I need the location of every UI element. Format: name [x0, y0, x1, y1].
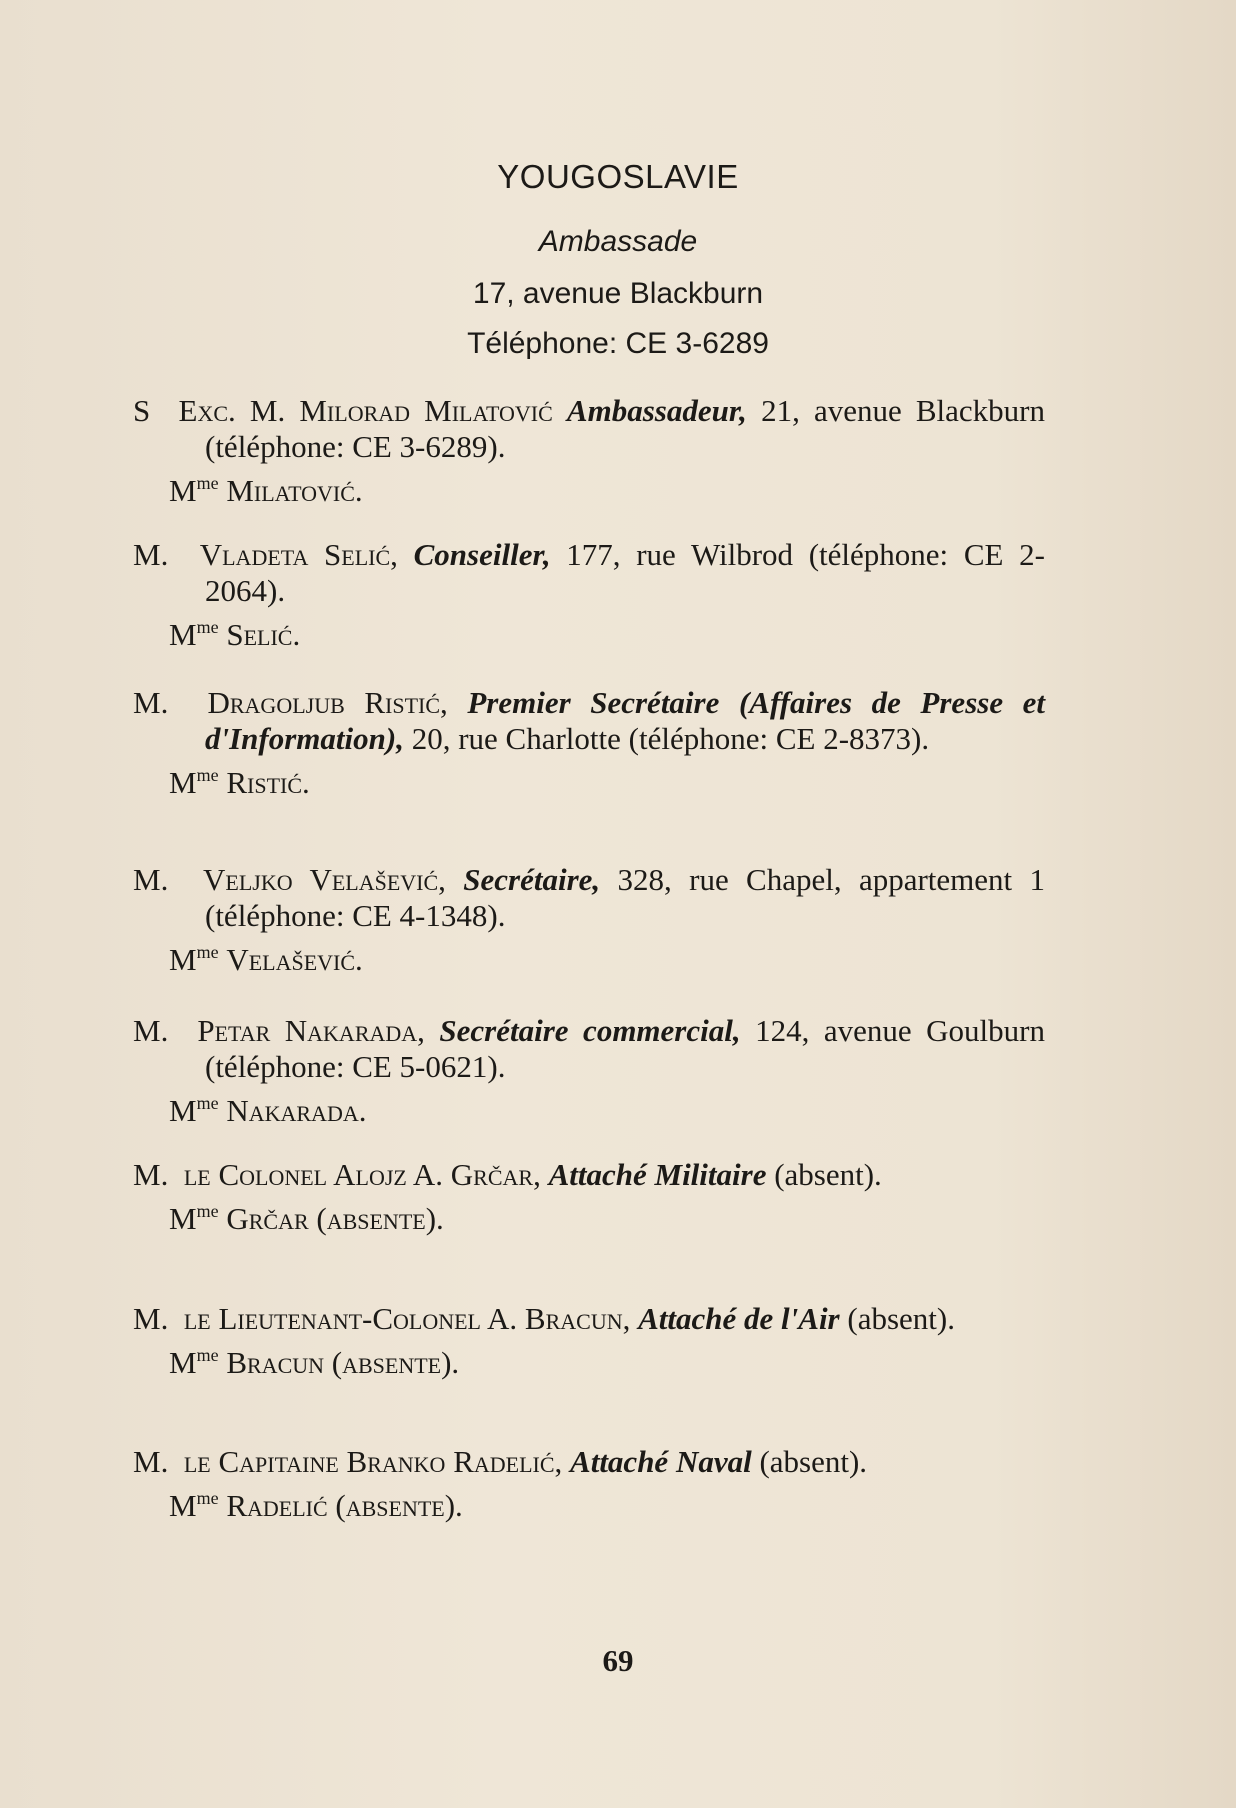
staff-entry	[133, 1444, 1045, 1524]
spouse-name: Milatović.	[226, 473, 363, 508]
staff-entry	[133, 1301, 1045, 1381]
entry-title: Conseiller,	[413, 537, 551, 572]
entry-name: Veljko Velašević,	[203, 862, 446, 897]
entry-title: Premier Secrétaire (Affaires de Presse et d'Information),	[205, 685, 1046, 756]
spouse-name: Nakarada.	[226, 1093, 367, 1128]
entry-prefix: S	[133, 393, 151, 428]
entry-details: 124, avenue Goulburn (téléphone: CE 5-0621).	[205, 1013, 1045, 1084]
spouse-name: Selić.	[226, 617, 301, 652]
entry-name: le Capitaine Branko Radelić,	[183, 1444, 563, 1479]
entry-name: Vladeta Selić,	[199, 537, 398, 572]
spouse-line	[133, 1488, 1045, 1524]
entry-details: (absent).	[759, 1444, 868, 1479]
entry-name: le Colonel Alojz A. Grčar,	[183, 1157, 541, 1192]
entry-details: 328, rue Chapel, appartement 1 (téléphone: CE 4-1348).	[205, 862, 1046, 933]
spouse-name: Ristić.	[226, 765, 310, 800]
spouse-line	[133, 473, 1045, 509]
spouse-line	[133, 1345, 1045, 1381]
entry-title: Ambassadeur,	[566, 393, 747, 428]
staff-entry	[133, 685, 1045, 801]
country-heading: YOUGOSLAVIE	[497, 158, 739, 195]
entry-title: Secrétaire,	[463, 862, 601, 897]
entry-details: 177, rue Wilbrod (téléphone: CE 2-2064).	[205, 537, 1046, 608]
mission-address: 17, avenue Blackburn	[472, 277, 764, 310]
spouse-line	[133, 942, 1045, 978]
entry-line	[133, 537, 1045, 609]
entry-line	[133, 862, 1045, 934]
entry-prefix: M.	[133, 685, 169, 720]
entry-details: (absent).	[847, 1301, 955, 1336]
spouse-title: M	[169, 617, 197, 652]
spouse-line	[133, 617, 1045, 653]
spouse-title-sup: me	[196, 1488, 219, 1508]
entry-name: Petar Nakarada,	[197, 1013, 425, 1048]
spouse-title: M	[169, 473, 197, 508]
spouse-line	[133, 1093, 1045, 1129]
entry-line	[133, 1301, 1045, 1337]
entry-prefix: M.	[133, 537, 169, 572]
spouse-title-sup: me	[196, 942, 219, 962]
entry-prefix: M.	[133, 1013, 169, 1048]
entry-details: 20, rue Charlotte (téléphone: CE 2-8373).	[411, 721, 930, 756]
spouse-name: Grčar (absente).	[226, 1201, 444, 1236]
staff-entry	[133, 1157, 1045, 1237]
spouse-name: Radelić (absente).	[226, 1488, 463, 1523]
entry-prefix: M.	[133, 1444, 169, 1479]
entry-details: 21, avenue Blackburn (téléphone: CE 3-6289).	[205, 393, 1046, 464]
staff-entry	[133, 1013, 1045, 1129]
mission-phone: Téléphone: CE 3-6289	[467, 327, 769, 360]
spouse-title-sup: me	[196, 1201, 219, 1221]
spouse-title-sup: me	[196, 1093, 219, 1113]
spouse-name: Velašević.	[226, 942, 363, 977]
entry-name: Exc. M. Milorad Milatović	[178, 393, 553, 428]
entry-title: Attaché Militaire	[548, 1157, 767, 1192]
spouse-name: Bracun (absente).	[226, 1345, 460, 1380]
spouse-title: M	[169, 1201, 197, 1236]
entry-title: Attaché Naval	[570, 1444, 752, 1479]
entry-name: le Lieutenant-Colonel A. Bracun,	[183, 1301, 631, 1336]
spouse-line	[133, 765, 1045, 801]
entry-title: Attaché de l'Air	[638, 1301, 840, 1336]
spouse-title: M	[169, 765, 197, 800]
spouse-line	[133, 1201, 1045, 1237]
page-number: 69	[602, 1643, 634, 1678]
spouse-title: M	[169, 1488, 197, 1523]
spouse-title-sup: me	[196, 473, 219, 493]
entry-line	[133, 1157, 1045, 1193]
spouse-title-sup: me	[196, 1345, 219, 1365]
entry-name: Dragoljub Ristić,	[207, 685, 448, 720]
entry-line	[133, 393, 1045, 465]
spouse-title: M	[169, 1345, 197, 1380]
entry-details: (absent).	[774, 1157, 882, 1192]
entry-prefix: M.	[133, 1301, 169, 1336]
staff-entry	[133, 393, 1045, 509]
entry-line	[133, 685, 1045, 757]
spouse-title-sup: me	[196, 617, 219, 637]
entry-prefix: M.	[133, 1157, 169, 1192]
spouse-title: M	[169, 942, 197, 977]
staff-entry	[133, 862, 1045, 978]
entry-line	[133, 1444, 1045, 1480]
spouse-title-sup: me	[196, 765, 219, 785]
entry-line	[133, 1013, 1045, 1085]
entry-title: Secrétaire commercial,	[439, 1013, 741, 1048]
mission-heading: Ambassade	[538, 225, 698, 258]
staff-entry	[133, 537, 1045, 653]
spouse-title: M	[169, 1093, 197, 1128]
entry-prefix: M.	[133, 862, 169, 897]
